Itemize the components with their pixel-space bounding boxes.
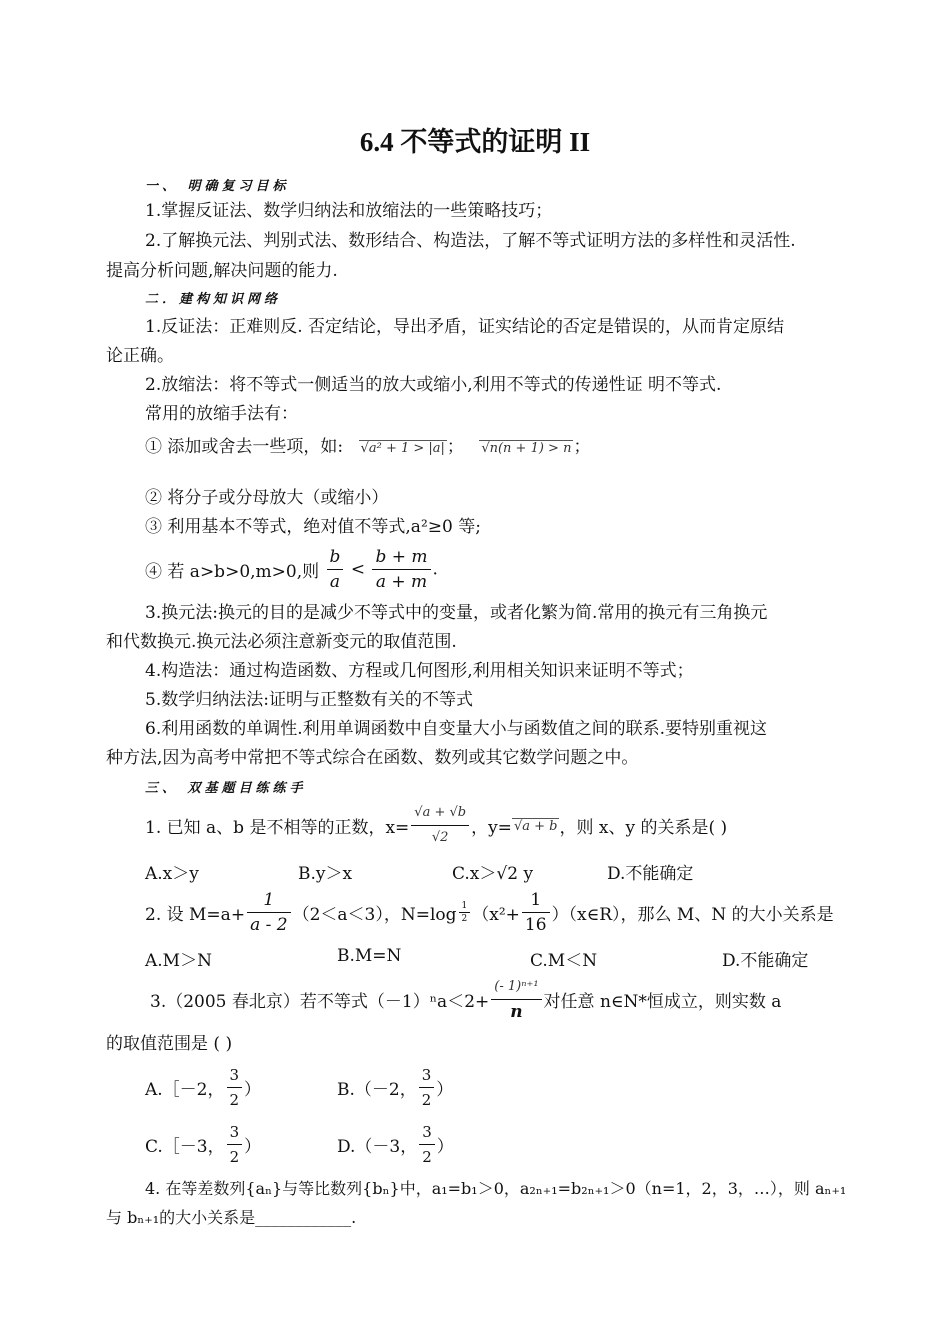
knowledge-4: 4.构造法：通过构造函数、方程或几何图形,利用相关知识来证明不等式；: [145, 661, 694, 681]
knowledge-3-cont: 和代数换元.换元法必须注意新变元的取值范围.: [106, 632, 457, 652]
page-title: 6.4 不等式的证明 II: [359, 127, 591, 157]
goal-2-cont: 提高分析问题,解决问题的能力.: [106, 261, 338, 281]
q3-option-c: C.［－3， $\frac{3}{2}$ ）: [145, 1120, 261, 1169]
knowledge-1-cont: 论正确。: [106, 346, 174, 366]
method-4: ④ 若 a>b>0,m>0,则 $\frac{b}{a}$ < $\frac{b + m}{a + m}$ .: [145, 547, 438, 592]
knowledge-6: 6.利用函数的单调性.利用单调函数中自变量大小与函数值之间的联系.要特别重视这: [145, 719, 768, 739]
question-2: 2. 设 M=a+ $\frac{1}{a - 2}$ （2＜a＜3），N=log $\frac{1}{2}$ （x²+ $\frac{1}{16}$ ）（x∈R），那么 M、N 的大小关系是: [145, 890, 834, 935]
knowledge-6-cont: 种方法,因为高考中常把不等式综合在函数、数列或其它数学问题之中。: [106, 748, 639, 768]
knowledge-1: 1.反证法：正难则反. 否定结论，导出矛盾，证实结论的否定是错误的，从而肯定原结: [145, 317, 785, 337]
method-1: ① 添加或舍去一些项，如: √ a² + 1 > |a| ； √ n(n + 1) > n ；: [145, 432, 590, 457]
goal-2: 2.了解换元法、判别式法、数形结合、构造法，了解不等式证明方法的多样性和灵活性.: [145, 231, 796, 251]
sqrt-formula-2: √ n(n + 1) > n: [479, 440, 573, 456]
method-3: ③ 利用基本不等式，绝对值不等式,a²≥0 等;: [145, 517, 481, 537]
q2-option-d: D.不能确定: [722, 951, 809, 971]
fraction-b-over-a: $\frac{b}{a}$: [327, 545, 344, 594]
q2-option-c: C.M＜N: [530, 951, 598, 971]
q1-option-a: A.x＞y: [145, 864, 199, 884]
q2-fraction-2: $\frac{1}{16}$: [522, 888, 550, 937]
question-1: 1. 已知 a、b 是不相等的正数，x= $\frac{√a + √b}{√2}$ ，y=√ a + b ，则 x、y 的关系是( ): [145, 801, 727, 850]
q3-fraction: $\frac{\text{(- 1)ⁿ⁺¹}}{n}$: [491, 975, 541, 1024]
q2-log-base: $\frac{1}{2}$: [459, 900, 471, 925]
section-heading-goals: 一、 明确复习目标: [145, 179, 290, 194]
section-heading-exercises: 三、 双基题目练练手: [145, 781, 307, 796]
question-4: 4. 在等差数列{aₙ}与等比数列{bₙ}中，a₁=b₁＞0，a₂ₙ₊₁=b₂ₙ₊₁＞0（n=1，2，3，…），则 aₙ₊₁: [145, 1179, 847, 1198]
question-3: 3.（2005 春北京）若不等式（－1）ⁿa＜2+ $\frac{\text{(- 1)ⁿ⁺¹}}{n}$ 对任意 n∈N*恒成立，则实数 a: [150, 975, 781, 1024]
q1-sqrt: √ a + b: [512, 818, 560, 834]
q1-option-c: C.x＞√2 y: [452, 864, 534, 884]
knowledge-5: 5.数学归纳法法:证明与正整数有关的不等式: [145, 690, 473, 710]
q1-fraction: $\frac{√a + √b}{√2}$: [411, 801, 469, 850]
knowledge-2: 2.放缩法：将不等式一侧适当的放大或缩小,利用不等式的传递性证 明不等式.: [145, 375, 722, 395]
method-2: ② 将分子或分母放大（或缩小）: [145, 488, 389, 508]
sqrt-formula-1: √ a² + 1 > |a|: [359, 440, 447, 456]
q2-fraction-1: $\frac{1}{a - 2}$: [247, 888, 291, 937]
q2-option-a: A.M＞N: [145, 951, 212, 971]
knowledge-3: 3.换元法:换元的目的是减少不等式中的变量，或者化繁为简.常用的换元有三角换元: [145, 603, 768, 623]
goal-1: 1.掌握反证法、数学归纳法和放缩法的一些策略技巧；: [145, 201, 553, 221]
q3-option-a: A.［－2， $\frac{3}{2}$ ）: [145, 1063, 261, 1112]
fraction-bm-over-am: $\frac{b + m}{a + m}$: [372, 545, 430, 594]
q3-option-d: D.（－3， $\frac{3}{2}$ ）: [337, 1120, 454, 1169]
q1-option-b: B.y＞x: [298, 864, 353, 884]
question-3-cont: 的取值范围是 ( ): [106, 1034, 233, 1054]
q3-option-b: B.（－2， $\frac{3}{2}$ ）: [337, 1063, 453, 1112]
q2-option-b: B.M=N: [337, 946, 402, 966]
q1-option-d: D.不能确定: [607, 864, 694, 884]
question-4-cont: 与 bₙ₊₁的大小关系是____________.: [106, 1208, 357, 1227]
section-heading-knowledge: 二．建构知识网络: [145, 292, 282, 307]
knowledge-2-common: 常用的放缩手法有：: [145, 404, 298, 424]
